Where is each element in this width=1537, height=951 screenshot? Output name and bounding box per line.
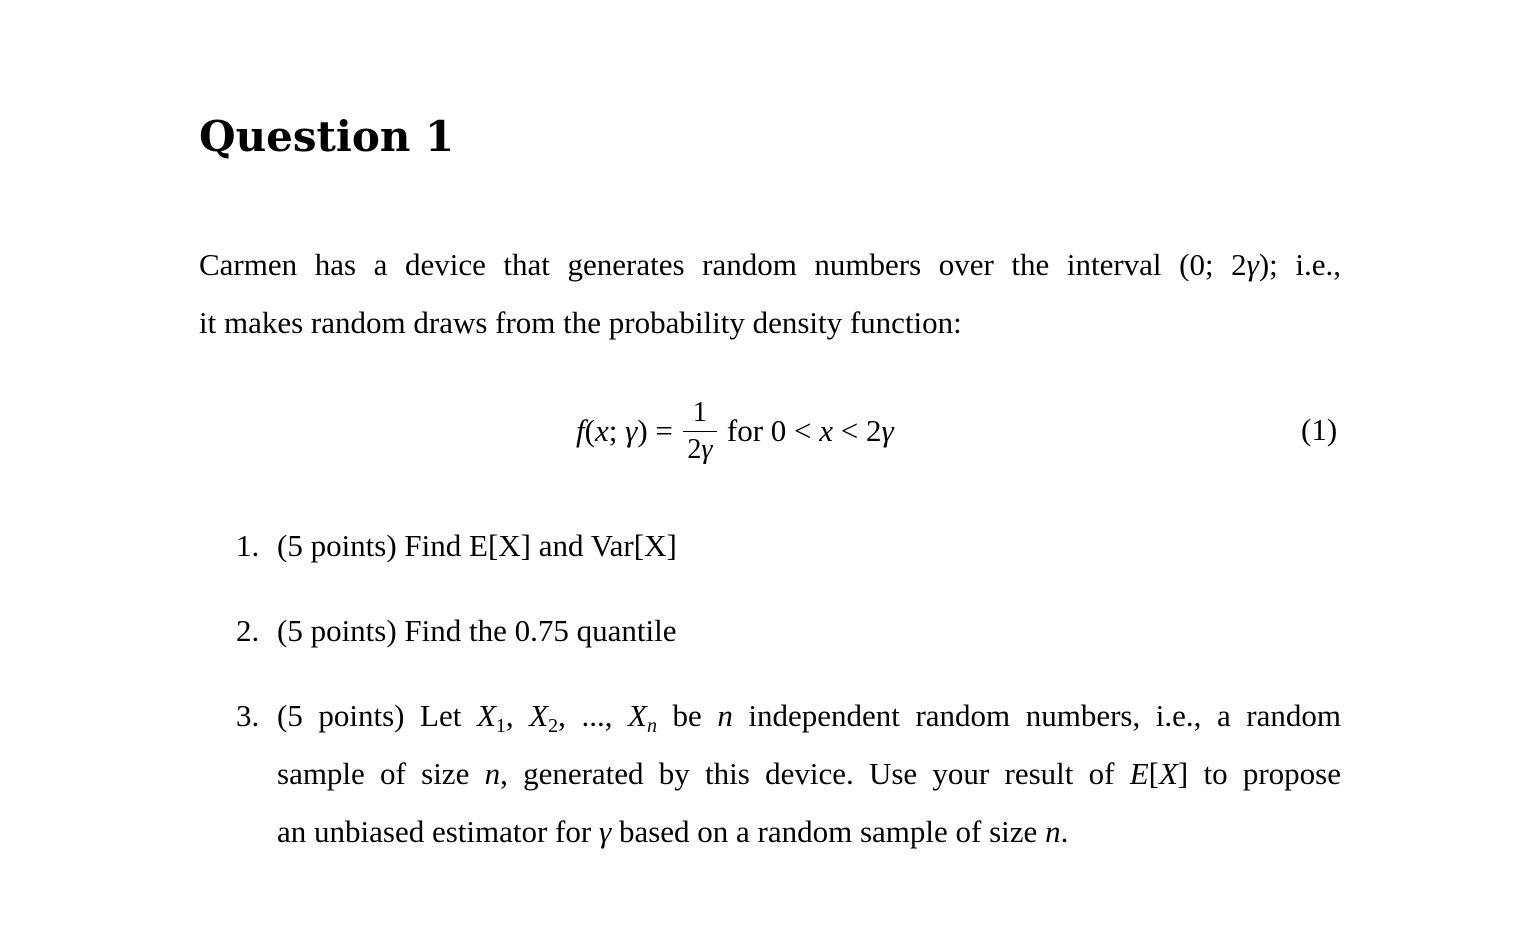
item-line-1 bbox=[277, 687, 1341, 745]
separator: ; bbox=[608, 413, 626, 448]
subscript: 1 bbox=[495, 715, 506, 737]
intro-line-1 bbox=[199, 236, 1341, 294]
gamma-symbol: γ bbox=[598, 814, 612, 849]
function-f: f bbox=[576, 413, 585, 448]
variable-x: x bbox=[594, 413, 609, 448]
variable-X: X bbox=[476, 698, 496, 733]
subscript: 2 bbox=[548, 715, 559, 737]
text: independent random numbers, i.e., a random bbox=[732, 698, 1341, 733]
item-text: (5 points) Find the 0.75 quantile bbox=[277, 613, 677, 648]
gamma-symbol: γ bbox=[701, 433, 713, 465]
variable-X: X bbox=[1158, 756, 1178, 791]
item-number: 3. bbox=[236, 698, 260, 733]
text: . bbox=[1060, 814, 1069, 849]
fraction-denominator bbox=[683, 432, 716, 464]
item-line-2 bbox=[277, 745, 1341, 803]
variable-x: x bbox=[819, 413, 834, 448]
denominator-coef: 2 bbox=[687, 433, 702, 465]
item-text: (5 points) Find E[X] and Var[X] bbox=[277, 528, 677, 563]
intro-line-2: it makes random draws from the probability density function: bbox=[199, 305, 962, 340]
text: to propose bbox=[1188, 756, 1341, 791]
paren-close-equals: ) = bbox=[637, 413, 673, 448]
expectation-E: E bbox=[1129, 756, 1149, 791]
density-equation bbox=[576, 388, 894, 474]
variable-X: X bbox=[529, 698, 549, 733]
gamma-symbol: γ bbox=[881, 413, 894, 448]
fraction-numerator: 1 bbox=[692, 396, 707, 428]
text: , bbox=[505, 698, 530, 733]
item-number: 1. bbox=[236, 528, 260, 563]
question-heading: Question 1 bbox=[199, 112, 455, 161]
text: based on a random sample of size bbox=[611, 814, 1046, 849]
text: , generated by this device. Use your result of bbox=[500, 756, 1130, 791]
item-text bbox=[277, 687, 1341, 861]
bracket: ] bbox=[1177, 756, 1189, 791]
condition-mid: < 2 bbox=[833, 413, 882, 448]
bracket: [ bbox=[1148, 756, 1159, 791]
paren-open: ( bbox=[584, 413, 595, 448]
fraction bbox=[683, 396, 717, 465]
gamma-symbol: γ bbox=[1246, 247, 1259, 282]
intro-paragraph bbox=[199, 236, 1341, 352]
intro-text: Carmen has a device that generates random numbers over the interval (0; 2 bbox=[199, 247, 1247, 282]
intro-text: ); i.e., bbox=[1258, 247, 1341, 282]
text: sample of size bbox=[277, 756, 485, 791]
text: an unbiased estimator for bbox=[277, 814, 599, 849]
subscript: n bbox=[646, 715, 657, 737]
text: (5 points) Let bbox=[277, 698, 477, 733]
condition-text: for 0 < bbox=[726, 413, 820, 448]
gamma-symbol: γ bbox=[625, 413, 638, 448]
text: , ..., bbox=[558, 698, 628, 733]
variable-n: n bbox=[717, 698, 733, 733]
item-number: 2. bbox=[236, 613, 260, 648]
variable-n: n bbox=[484, 756, 501, 791]
text: be bbox=[656, 698, 718, 733]
item-line-3 bbox=[277, 803, 1341, 861]
variable-X: X bbox=[628, 698, 647, 733]
equation-number: (1) bbox=[1301, 412, 1338, 447]
variable-n: n bbox=[1045, 814, 1061, 849]
